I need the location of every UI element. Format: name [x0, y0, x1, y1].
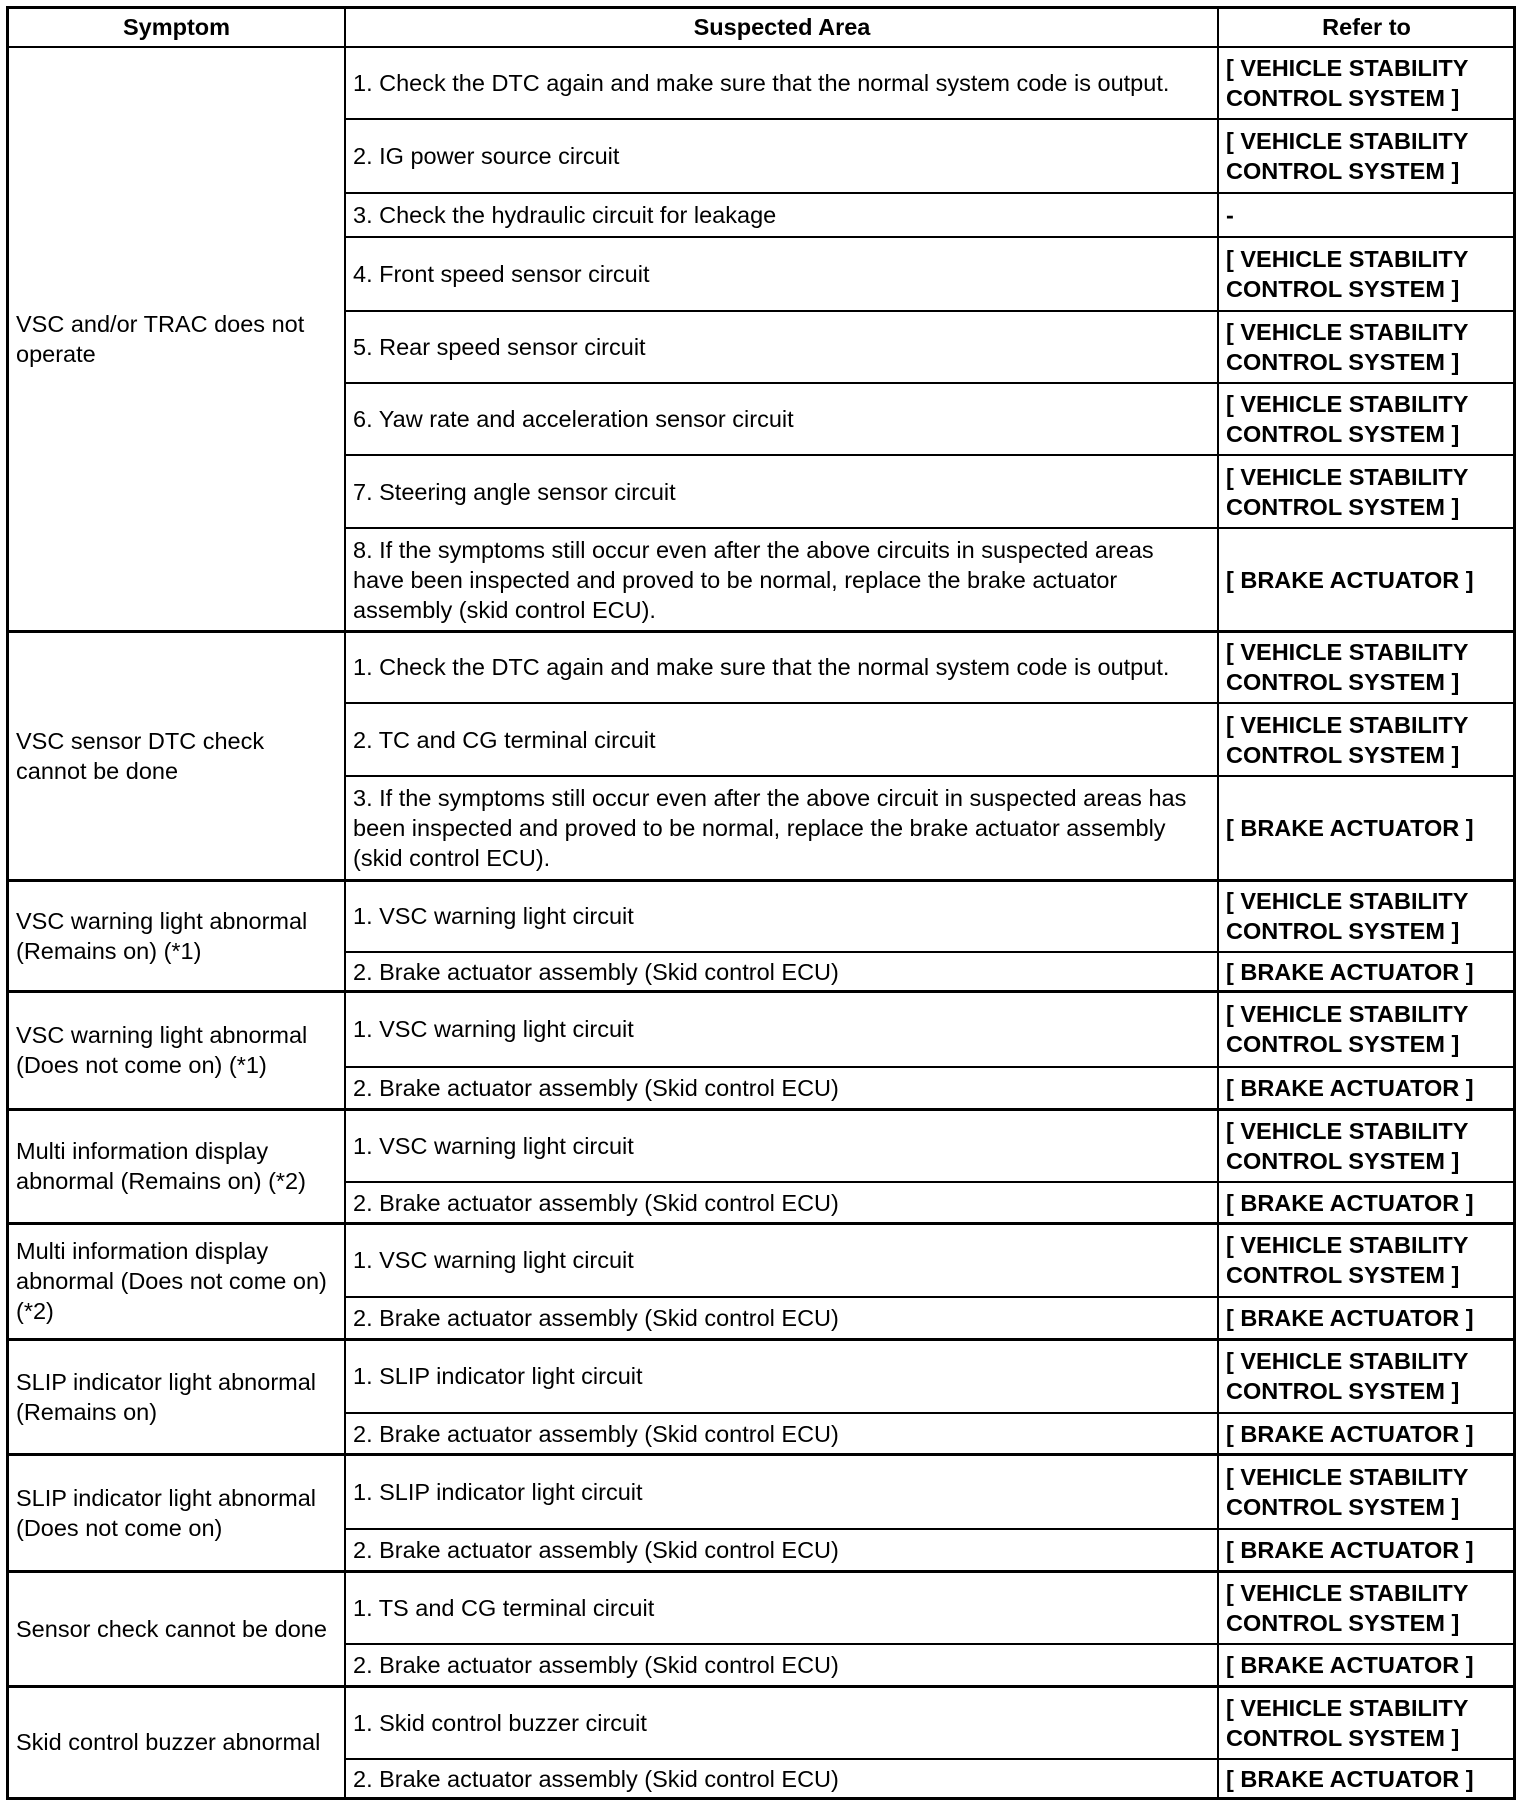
- refer-to-cell: [1219, 120, 1513, 192]
- suspected-area-cell-text: 2. IG power source circuit: [353, 143, 620, 169]
- header-refer-to: [1219, 8, 1513, 46]
- refer-to-cell-text: -: [1226, 202, 1234, 228]
- refer-to-cell: [1219, 953, 1513, 990]
- refer-to-cell-text: [ VEHICLE STABILITY CONTROL SYSTEM ]: [1226, 319, 1468, 375]
- suspected-area-cell-text: 2. Brake actuator assembly (Skid control ECU): [353, 1075, 839, 1101]
- refer-to-cell-text: [ VEHICLE STABILITY CONTROL SYSTEM ]: [1226, 128, 1468, 184]
- suspected-area-cell: [346, 1068, 1217, 1108]
- suspected-area-cell-text: 2. Brake actuator assembly (Skid control ECU): [353, 1652, 839, 1678]
- suspected-area-cell-text: 1. VSC warning light circuit: [353, 903, 634, 929]
- symptom-cell-text: VSC and/or TRAC does not operate: [16, 311, 305, 367]
- symptom-cell-text: VSC warning light abnormal (Remains on) (*1): [16, 907, 308, 964]
- refer-to-cell: [1219, 1183, 1513, 1222]
- suspected-area-cell-text: 2. Brake actuator assembly (Skid control ECU): [353, 958, 839, 985]
- suspected-area-cell: [346, 529, 1217, 630]
- symptom-cell: [9, 1687, 344, 1797]
- refer-to-cell-text: [ BRAKE ACTUATOR ]: [1226, 958, 1474, 985]
- suspected-area-cell-text: 2. TC and CG terminal circuit: [353, 726, 656, 753]
- refer-to-cell: [1219, 1110, 1513, 1181]
- suspected-area-cell-text: 5. Rear speed sensor circuit: [353, 334, 646, 360]
- suspected-area-cell: [346, 1183, 1217, 1222]
- refer-to-cell-text: [ BRAKE ACTUATOR ]: [1226, 1075, 1474, 1101]
- refer-to-cell: [1219, 48, 1513, 118]
- refer-to-cell-text: [ BRAKE ACTUATOR ]: [1226, 1189, 1474, 1216]
- refer-to-cell-text: [ VEHICLE STABILITY CONTROL SYSTEM ]: [1226, 1348, 1468, 1404]
- suspected-area-cell: [346, 456, 1217, 527]
- refer-to-cell: [1219, 1572, 1513, 1643]
- suspected-area-cell-text: 1. TS and CG terminal circuit: [353, 1594, 655, 1621]
- suspected-area-cell-text: 2. Brake actuator assembly (Skid control ECU): [353, 1189, 839, 1216]
- suspected-area-cell: [346, 953, 1217, 990]
- refer-to-cell: [1219, 1068, 1513, 1108]
- refer-to-cell-text: [ VEHICLE STABILITY CONTROL SYSTEM ]: [1226, 391, 1468, 447]
- suspected-area-cell: [346, 384, 1217, 454]
- refer-to-cell-text: [ VEHICLE STABILITY CONTROL SYSTEM ]: [1226, 1232, 1468, 1288]
- suspected-area-cell-text: 3. If the symptoms still occur even after the above circuit in suspected areas has been inspected and proved to be normal, replace the brake actuator assembly (skid control ECU).: [353, 785, 1187, 871]
- suspected-area-cell: [346, 1687, 1217, 1758]
- refer-to-cell-text: [ VEHICLE STABILITY CONTROL SYSTEM ]: [1226, 1579, 1468, 1636]
- table-border-right: [1513, 6, 1516, 1800]
- suspected-area-cell-text: 1. VSC warning light circuit: [353, 1016, 634, 1042]
- symptom-cell-text: SLIP indicator light abnormal (Does not come on): [16, 1484, 317, 1541]
- symptom-cell-text: Skid control buzzer abnormal: [16, 1729, 321, 1755]
- suspected-area-cell: [346, 312, 1217, 382]
- refer-to-cell-text: [ BRAKE ACTUATOR ]: [1226, 1765, 1474, 1792]
- refer-to-cell-text: [ VEHICLE STABILITY CONTROL SYSTEM ]: [1226, 1694, 1468, 1751]
- symptom-cell: [9, 1455, 344, 1570]
- symptom-cell: [9, 1224, 344, 1338]
- refer-to-cell: [1219, 238, 1513, 310]
- suspected-area-cell: [346, 1414, 1217, 1453]
- refer-to-cell: [1219, 1645, 1513, 1685]
- suspected-area-cell: [346, 1340, 1217, 1412]
- suspected-area-cell-text: 1. SLIP indicator light circuit: [353, 1478, 643, 1505]
- symptom-cell-text: VSC warning light abnormal (Does not come on) (*1): [16, 1022, 308, 1078]
- refer-to-cell: [1219, 456, 1513, 527]
- refer-to-cell: [1219, 1224, 1513, 1296]
- suspected-area-cell-text: 1. Skid control buzzer circuit: [353, 1709, 647, 1736]
- refer-to-cell-text: [ BRAKE ACTUATOR ]: [1226, 1420, 1474, 1447]
- suspected-area-cell-text: 7. Steering angle sensor circuit: [353, 478, 676, 505]
- symptom-cell-text: Sensor check cannot be done: [16, 1615, 327, 1642]
- suspected-area-cell-text: 2. Brake actuator assembly (Skid control ECU): [353, 1420, 839, 1447]
- symptom-cell-text: Multi information display abnormal (Does not come on) (*2): [16, 1238, 327, 1324]
- symptom-cell: [9, 1110, 344, 1222]
- refer-to-cell-text: [ VEHICLE STABILITY CONTROL SYSTEM ]: [1226, 246, 1468, 302]
- header-refer-to-text: Refer to: [1322, 14, 1411, 40]
- refer-to-cell: [1219, 1455, 1513, 1528]
- refer-to-cell: [1219, 992, 1513, 1066]
- refer-to-cell: [1219, 384, 1513, 454]
- symptom-cell: [9, 1572, 344, 1685]
- refer-to-cell: [1219, 881, 1513, 951]
- symptom-cell-text: SLIP indicator light abnormal (Remains on): [16, 1368, 317, 1425]
- suspected-area-cell-text: 3. Check the hydraulic circuit for leakage: [353, 202, 777, 228]
- suspected-area-cell: [346, 1645, 1217, 1685]
- suspected-area-cell: [346, 194, 1217, 236]
- suspected-area-cell-text: 4. Front speed sensor circuit: [353, 261, 650, 287]
- suspected-area-cell: [346, 48, 1217, 118]
- suspected-area-cell: [346, 238, 1217, 310]
- suspected-area-cell: [346, 881, 1217, 951]
- refer-to-cell-text: [ BRAKE ACTUATOR ]: [1226, 1652, 1474, 1678]
- refer-to-cell-text: [ VEHICLE STABILITY CONTROL SYSTEM ]: [1226, 888, 1468, 944]
- suspected-area-cell: [346, 992, 1217, 1066]
- suspected-area-cell-text: 2. Brake actuator assembly (Skid control ECU): [353, 1305, 839, 1331]
- symptom-cell: [9, 48, 344, 630]
- suspected-area-cell: [346, 1760, 1217, 1797]
- suspected-area-cell-text: 1. Check the DTC again and make sure that the normal system code is output.: [353, 70, 1170, 96]
- symptom-cell-text: VSC sensor DTC check cannot be done: [16, 727, 265, 784]
- suspected-area-cell: [346, 120, 1217, 192]
- suspected-area-cell: [346, 1224, 1217, 1296]
- refer-to-cell-text: [ BRAKE ACTUATOR ]: [1226, 1305, 1474, 1331]
- refer-to-cell-text: [ VEHICLE STABILITY CONTROL SYSTEM ]: [1226, 1463, 1468, 1520]
- symptom-cell: [9, 632, 344, 879]
- suspected-area-cell-text: 2. Brake actuator assembly (Skid control ECU): [353, 1537, 839, 1563]
- refer-to-cell: [1219, 1760, 1513, 1797]
- symptom-cell-text: Multi information display abnormal (Remains on) (*2): [16, 1138, 306, 1194]
- refer-to-cell: [1219, 632, 1513, 702]
- suspected-area-cell: [346, 704, 1217, 775]
- refer-to-cell-text: [ BRAKE ACTUATOR ]: [1226, 566, 1474, 593]
- suspected-area-cell: [346, 1455, 1217, 1528]
- refer-to-cell-text: [ VEHICLE STABILITY CONTROL SYSTEM ]: [1226, 55, 1468, 111]
- header-suspected-area-text: Suspected Area: [693, 14, 871, 40]
- refer-to-cell-text: [ VEHICLE STABILITY CONTROL SYSTEM ]: [1226, 463, 1468, 520]
- suspected-area-cell-text: 8. If the symptoms still occur even after the above circuits in suspected areas have been inspected and proved to be normal, replace the brake actuator assembly (skid control ECU).: [353, 536, 1154, 623]
- refer-to-cell: [1219, 194, 1513, 236]
- suspected-area-cell-text: 1. VSC warning light circuit: [353, 1132, 634, 1159]
- refer-to-cell: [1219, 312, 1513, 382]
- refer-to-cell: [1219, 529, 1513, 630]
- suspected-area-cell-text: 2. Brake actuator assembly (Skid control ECU): [353, 1765, 839, 1792]
- suspected-area-cell-text: 1. VSC warning light circuit: [353, 1247, 634, 1273]
- header-suspected-area: [346, 8, 1217, 46]
- header-symptom-text: Symptom: [122, 14, 231, 40]
- refer-to-cell: [1219, 1298, 1513, 1338]
- refer-to-cell-text: [ VEHICLE STABILITY CONTROL SYSTEM ]: [1226, 639, 1468, 695]
- refer-to-cell-text: [ BRAKE ACTUATOR ]: [1226, 1537, 1474, 1563]
- suspected-area-cell-text: 6. Yaw rate and acceleration sensor circuit: [353, 406, 794, 432]
- refer-to-cell-text: [ BRAKE ACTUATOR ]: [1226, 815, 1474, 841]
- refer-to-cell: [1219, 1530, 1513, 1570]
- suspected-area-cell: [346, 1530, 1217, 1570]
- suspected-area-cell-text: 1. Check the DTC again and make sure that the normal system code is output.: [353, 654, 1170, 680]
- symptom-cell: [9, 881, 344, 990]
- suspected-area-cell: [346, 1572, 1217, 1643]
- refer-to-cell: [1219, 1340, 1513, 1412]
- refer-to-cell-text: [ VEHICLE STABILITY CONTROL SYSTEM ]: [1226, 1001, 1468, 1057]
- refer-to-cell: [1219, 777, 1513, 879]
- symptom-cell: [9, 1340, 344, 1453]
- header-symptom: [8, 8, 344, 46]
- suspected-area-cell: [346, 1298, 1217, 1338]
- refer-to-cell-text: [ VEHICLE STABILITY CONTROL SYSTEM ]: [1226, 1117, 1468, 1174]
- suspected-area-cell-text: 1. SLIP indicator light circuit: [353, 1363, 643, 1389]
- refer-to-cell: [1219, 1687, 1513, 1758]
- suspected-area-cell: [346, 632, 1217, 702]
- suspected-area-cell: [346, 1110, 1217, 1181]
- refer-to-cell: [1219, 704, 1513, 775]
- symptom-cell: [9, 992, 344, 1108]
- refer-to-cell: [1219, 1414, 1513, 1453]
- suspected-area-cell: [346, 777, 1217, 879]
- refer-to-cell-text: [ VEHICLE STABILITY CONTROL SYSTEM ]: [1226, 711, 1468, 768]
